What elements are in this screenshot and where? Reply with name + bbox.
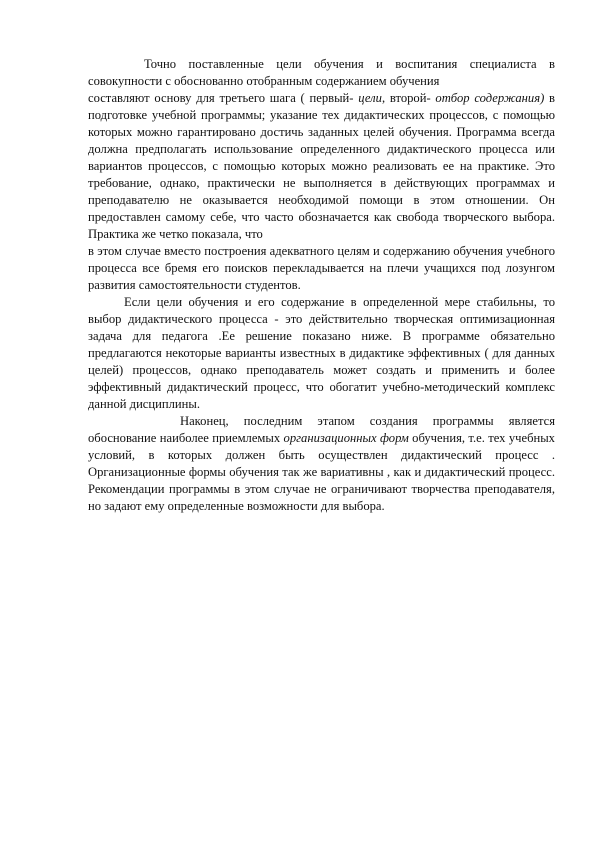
- paragraph-third-step: [88, 90, 555, 243]
- paragraph-burden: в этом случае вместо построения адекватного целям и содержанию обучения учебного процесса все бремя его поисков перекладывается на плечи учащихся под лозунгом развития самостоятельности студентов.: [88, 244, 555, 292]
- paragraph-organizational-forms: [88, 413, 555, 515]
- text-segment: Наконец, последним этапом создания программы является обоснование наиболее приемлемых: [88, 414, 555, 445]
- text-segment: в подготовке учебной программы; указание тех дидактических процессов, с помощью которых можно гарантировано достичь заданных целей обучения. Программа всегда должна предполагать использование определенного дидактического процесса или вариантов процессов, с помощью которых можно реализовать ее на практике. Это требование, однако, практически не выполняется в действующих программах и преподавателю не оказывается необходимой помощи в этом отношении. Он предоставлен самому себе, что часто обозначается как свобода творческого выбора. Практика же четко показала, что: [88, 91, 555, 241]
- paragraph-didactic-process: Если цели обучения и его содержание в определенной мере стабильны, то выбор дидактического процесса - это действительно творческая оптимизационная задача для педагога .Ее решение показано ниже. В программе обязательно предлагаются некоторые варианты известных в дидактике эффективных ( для данных целей) процессов, однако преподаватель может создать и применить и более эффективный дидактический процесс, что обогатит учебно-методический комплекс данной дисциплины.: [88, 295, 555, 411]
- document-body: [88, 56, 555, 515]
- text-segment: обучения, т.е. тех учебных условий, в которых должен быть осуществлен дидактический процесс . Организационные формы обучения так же вариативны , как и дидактический процесс. Рекомендации программы в этом случае не ограничивают творчества преподавателя, но задают ему определенные возможности для выбора.: [88, 431, 555, 513]
- emphasis-content-selection: отбор содержания): [435, 91, 545, 105]
- text-segment: , второй-: [381, 91, 436, 105]
- paragraph-goals-intro: Точно поставленные цели обучения и воспитания специалиста в совокупности с обоснованно отобранным содержанием обучения: [88, 57, 555, 88]
- emphasis-organizational-forms: организационных форм: [283, 431, 409, 445]
- emphasis-goals: цели: [358, 91, 382, 105]
- text-segment: составляют основу для третьего шага ( первый-: [88, 91, 359, 105]
